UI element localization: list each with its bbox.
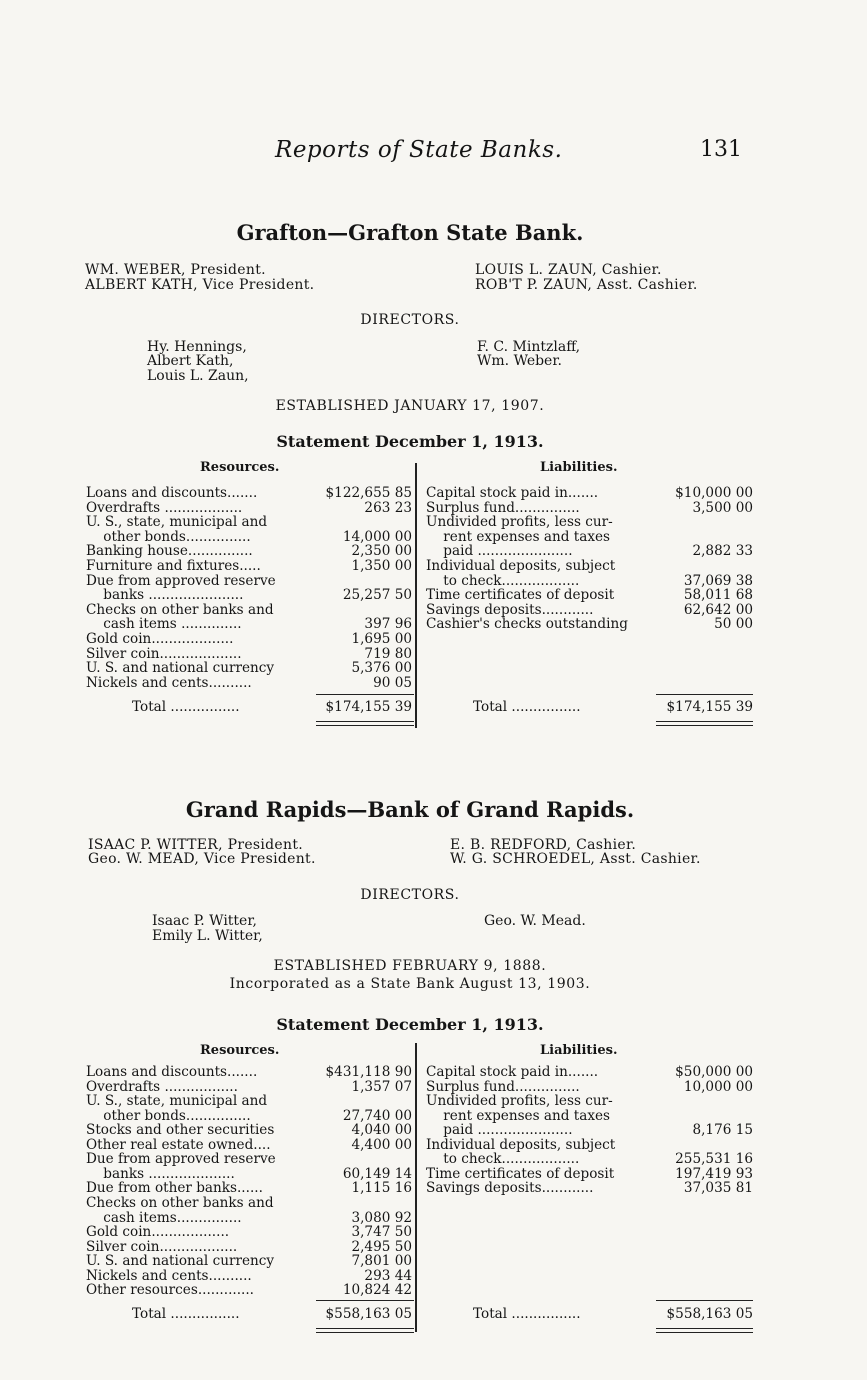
director-name: Wm. Weber. (477, 353, 562, 369)
liability-label: Capital stock paid in....... (426, 485, 599, 501)
resource-amount: 4,040 00 (351, 1122, 412, 1138)
liabilities-total-label: Total ................ (473, 699, 581, 715)
double-rule (316, 1332, 414, 1333)
officer-left: WM. WEBER, President. (85, 262, 266, 278)
liability-label: Savings deposits............ (426, 602, 594, 618)
resources-total-label: Total ................ (132, 699, 240, 715)
double-rule (656, 721, 753, 722)
resource-amount: 1,695 00 (351, 631, 412, 647)
officer-left: ISAAC P. WITTER, President. (88, 837, 304, 853)
resource-amount: 1,357 07 (351, 1079, 412, 1095)
liability-row (426, 544, 753, 558)
resource-amount: 14,000 00 (342, 529, 412, 545)
resource-amount: 60,149 14 (342, 1166, 412, 1182)
liability-row (426, 588, 753, 602)
liability-label: Time certificates of deposit (426, 1166, 615, 1182)
resource-label: cash items............... (86, 1210, 242, 1226)
resource-row (86, 574, 412, 588)
liability-label: Undivided profits, less cur- (426, 1093, 613, 1109)
liability-label: Individual deposits, subject (426, 1137, 616, 1153)
resource-row (86, 1065, 412, 1079)
liability-label: Surplus fund............... (426, 1079, 580, 1095)
resource-label: Gold coin................... (86, 631, 234, 647)
resource-row (86, 1240, 412, 1254)
liability-label: to check.................. (426, 1151, 580, 1167)
resource-amount: 5,376 00 (351, 660, 412, 676)
resource-amount: 3,747 50 (351, 1224, 412, 1240)
page-number: 131 (700, 137, 742, 162)
officer-left: Geo. W. MEAD, Vice President. (88, 851, 316, 867)
resource-row (86, 1211, 412, 1225)
resource-label: other bonds............... (86, 1108, 251, 1124)
resource-row (86, 486, 412, 500)
liability-amount: $10,000 00 (675, 485, 753, 501)
liability-row (426, 1065, 753, 1079)
officer-right: W. G. SCHROEDEL, Asst. Cashier. (450, 851, 701, 867)
liability-amount: 58,011 68 (683, 587, 753, 603)
liability-label: Cashier's checks outstanding (426, 616, 628, 632)
liability-row (426, 530, 753, 544)
liability-label: Undivided profits, less cur- (426, 514, 613, 530)
resource-row (86, 1123, 412, 1137)
resource-label: Furniture and fixtures..... (86, 558, 261, 574)
resource-row (86, 530, 412, 544)
liability-label: Individual deposits, subject (426, 558, 616, 574)
resource-amount: 90 05 (373, 675, 412, 691)
liability-row (426, 1167, 753, 1181)
director-name: F. C. Mintzlaff, (477, 339, 581, 355)
liability-amount: 37,035 81 (683, 1180, 753, 1196)
liability-amount: 8,176 15 (692, 1122, 753, 1138)
resource-row (86, 588, 412, 602)
running-title: Reports of State Banks. (275, 137, 563, 163)
resources-total-amount: $174,155 39 (325, 699, 412, 715)
resource-row (86, 1152, 412, 1166)
bank-title: Grafton—Grafton State Bank. (236, 220, 584, 245)
resources-total-row (132, 1307, 412, 1321)
double-rule (316, 725, 414, 726)
resource-amount: 1,350 00 (351, 558, 412, 574)
statement-heading: Statement December 1, 1913. (276, 432, 544, 451)
liability-label: Time certificates of deposit (426, 587, 615, 603)
resources-heading: Resources. (200, 460, 280, 475)
resource-row (86, 1109, 412, 1123)
statement-heading: Statement December 1, 1913. (276, 1015, 544, 1034)
resource-row (86, 501, 412, 515)
liabilities-total-amount: $558,163 05 (666, 1306, 753, 1322)
column-divider (415, 463, 417, 728)
resources-total-row (132, 700, 412, 714)
resource-label: Checks on other banks and (86, 1195, 274, 1211)
resource-label: Other real estate owned.... (86, 1137, 271, 1153)
resource-row (86, 1080, 412, 1094)
resource-row (86, 661, 412, 675)
resource-row (86, 647, 412, 661)
resource-label: U. S. and national currency (86, 1253, 275, 1269)
total-rule (316, 1300, 414, 1301)
resource-row (86, 676, 412, 690)
liability-row (426, 1109, 753, 1123)
liability-amount: 197,419 93 (675, 1166, 753, 1182)
liabilities-total-row (473, 700, 753, 714)
resource-label: Stocks and other securities (86, 1122, 275, 1138)
liability-amount: $50,000 00 (675, 1064, 753, 1080)
resource-amount: 397 96 (364, 616, 412, 632)
resource-amount: 4,400 00 (351, 1137, 412, 1153)
director-name: Hy. Hennings, (147, 339, 247, 355)
resource-label: Silver coin................... (86, 646, 242, 662)
resource-label: Banking house............... (86, 543, 253, 559)
resource-amount: 293 44 (364, 1268, 412, 1284)
resource-amount: $431,118 90 (325, 1064, 412, 1080)
liabilities-heading: Liabilities. (540, 460, 618, 475)
liabilities-heading: Liabilities. (540, 1043, 618, 1058)
resource-amount: 3,080 92 (351, 1210, 412, 1226)
liability-amount: 10,000 00 (683, 1079, 753, 1095)
liability-row (426, 559, 753, 573)
resource-row (86, 1254, 412, 1268)
resource-amount: $122,655 85 (325, 485, 412, 501)
resource-label: Nickels and cents.......... (86, 1268, 252, 1284)
resource-label: Other resources............. (86, 1282, 254, 1298)
resource-label: U. S. and national currency (86, 660, 275, 676)
liability-amount: 255,531 16 (675, 1151, 753, 1167)
resource-amount: 27,740 00 (342, 1108, 412, 1124)
officer-left: ALBERT KATH, Vice President. (85, 277, 315, 293)
resource-row (86, 515, 412, 529)
officer-right: LOUIS L. ZAUN, Cashier. (475, 262, 662, 278)
director-name: Emily L. Witter, (152, 928, 263, 944)
liability-label: to check.................. (426, 573, 580, 589)
resource-label: Overdrafts ................. (86, 1079, 238, 1095)
directors-heading: DIRECTORS. (360, 887, 460, 903)
resources-total-amount: $558,163 05 (325, 1306, 412, 1322)
resource-row (86, 1094, 412, 1108)
double-rule (656, 1332, 753, 1333)
liability-row (426, 603, 753, 617)
resource-label: cash items .............. (86, 616, 242, 632)
resource-label: Due from other banks...... (86, 1180, 263, 1196)
resource-amount: 10,824 42 (342, 1282, 412, 1298)
resource-label: Due from approved reserve (86, 1151, 276, 1167)
officer-right: ROB'T P. ZAUN, Asst. Cashier. (475, 277, 698, 293)
liability-label: rent expenses and taxes (426, 1108, 611, 1124)
total-rule (656, 1300, 753, 1301)
liability-row (426, 1094, 753, 1108)
director-name: Louis L. Zaun, (147, 368, 249, 384)
resource-row (86, 603, 412, 617)
resource-row (86, 617, 412, 631)
resource-label: Due from approved reserve (86, 573, 276, 589)
officer-right: E. B. REDFORD, Cashier. (450, 837, 637, 853)
resource-amount: 7,801 00 (351, 1253, 412, 1269)
resource-label: U. S., state, municipal and (86, 1093, 268, 1109)
liability-row (426, 1152, 753, 1166)
liability-amount: 37,069 38 (683, 573, 753, 589)
resource-row (86, 1196, 412, 1210)
director-name: Geo. W. Mead. (484, 913, 586, 929)
resource-row (86, 1225, 412, 1239)
resource-label: other bonds............... (86, 529, 251, 545)
double-rule (316, 721, 414, 722)
liability-amount: 3,500 00 (692, 500, 753, 516)
liability-row (426, 501, 753, 515)
resource-amount: 719 80 (364, 646, 412, 662)
liabilities-total-label: Total ................ (473, 1306, 581, 1322)
liability-label: paid ...................... (426, 543, 573, 559)
director-name: Isaac P. Witter, (152, 913, 257, 929)
director-name: Albert Kath, (147, 353, 234, 369)
resource-amount: 25,257 50 (342, 587, 412, 603)
liability-row (426, 617, 753, 631)
resource-row (86, 1138, 412, 1152)
liability-label: Surplus fund............... (426, 500, 580, 516)
liabilities-total-amount: $174,155 39 (666, 699, 753, 715)
resource-row (86, 559, 412, 573)
total-rule (656, 694, 753, 695)
double-rule (656, 1328, 753, 1329)
liability-amount: 62,642 00 (683, 602, 753, 618)
resource-row (86, 1269, 412, 1283)
resource-amount: 2,495 50 (351, 1239, 412, 1255)
resource-label: banks .................... (86, 1166, 235, 1182)
resource-amount: 2,350 00 (351, 543, 412, 559)
liabilities-total-row (473, 1307, 753, 1321)
resource-label: Nickels and cents.......... (86, 675, 252, 691)
bank-title: Grand Rapids—Bank of Grand Rapids. (185, 797, 635, 822)
liability-amount: 2,882 33 (692, 543, 753, 559)
resources-total-label: Total ................ (132, 1306, 240, 1322)
resource-amount: 263 23 (364, 500, 412, 516)
directors-heading: DIRECTORS. (360, 312, 460, 328)
resource-label: U. S., state, municipal and (86, 514, 268, 530)
column-divider (415, 1043, 417, 1332)
resource-label: banks ...................... (86, 587, 244, 603)
liability-label: paid ...................... (426, 1122, 573, 1138)
liability-row (426, 1138, 753, 1152)
double-rule (656, 725, 753, 726)
resource-row (86, 1167, 412, 1181)
liability-row (426, 1080, 753, 1094)
liability-label: Savings deposits............ (426, 1180, 594, 1196)
liability-amount: 50 00 (714, 616, 753, 632)
established-line: Incorporated as a State Bank August 13, 1903. (229, 976, 591, 992)
liability-label: Capital stock paid in....... (426, 1064, 599, 1080)
resource-amount: 1,115 16 (351, 1180, 412, 1196)
resource-label: Loans and discounts....... (86, 485, 258, 501)
resource-label: Overdrafts .................. (86, 500, 243, 516)
liability-row (426, 1123, 753, 1137)
total-rule (316, 694, 414, 695)
resource-row (86, 632, 412, 646)
resource-label: Checks on other banks and (86, 602, 274, 618)
double-rule (316, 1328, 414, 1329)
established-line: ESTABLISHED JANUARY 17, 1907. (275, 398, 545, 414)
liability-label: rent expenses and taxes (426, 529, 611, 545)
resource-row (86, 1181, 412, 1195)
liability-row (426, 574, 753, 588)
resource-row (86, 544, 412, 558)
liability-row (426, 515, 753, 529)
resource-label: Loans and discounts....... (86, 1064, 258, 1080)
resources-heading: Resources. (200, 1043, 280, 1058)
resource-label: Gold coin.................. (86, 1224, 230, 1240)
established-line: ESTABLISHED FEBRUARY 9, 1888. (273, 958, 547, 974)
resource-row (86, 1283, 412, 1297)
liability-row (426, 1181, 753, 1195)
resource-label: Silver coin.................. (86, 1239, 238, 1255)
liability-row (426, 486, 753, 500)
